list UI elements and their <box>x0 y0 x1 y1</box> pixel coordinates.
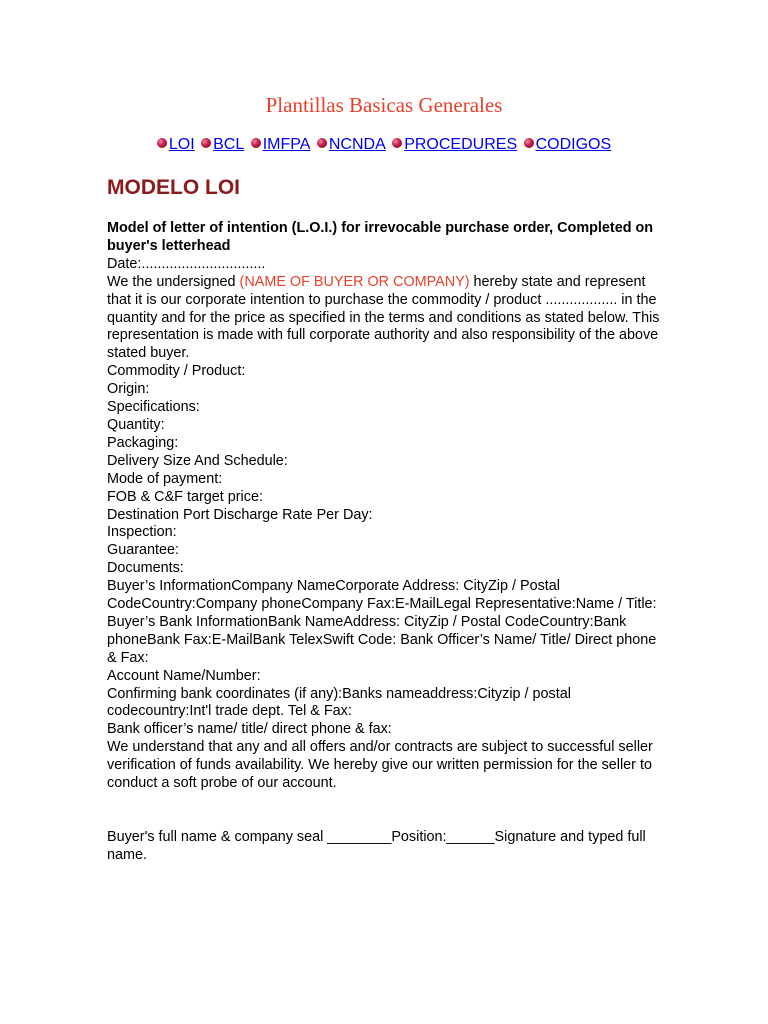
nav-item-procedures <box>392 136 517 154</box>
letter-body <box>107 220 667 865</box>
field-line: Buyer’s InformationCompany NameCorporate Address: CityZip / Postal CodeCountry:Company phoneCompany Fax:E-MailLegal Representative:Name / Title: <box>107 578 657 613</box>
spacer <box>107 793 667 829</box>
field-line: Packaging: <box>107 434 179 451</box>
field-line: Origin: <box>107 381 150 398</box>
field-line: Specifications: <box>107 399 200 416</box>
site-title: Plantillas Basicas Generales <box>265 93 503 117</box>
bullet-icon <box>201 138 211 148</box>
nav-link-bcl[interactable]: BCL <box>213 136 245 153</box>
nav-link-imfpa[interactable]: IMFPA <box>262 136 311 153</box>
nav-link-procedures[interactable]: PROCEDURES <box>404 136 518 153</box>
field-line: Guarantee: <box>107 542 180 559</box>
nav-item-loi <box>157 136 195 154</box>
nav-links <box>0 136 768 154</box>
bullet-icon <box>392 138 402 148</box>
bullet-icon <box>157 138 167 148</box>
nav-item-bcl <box>201 136 244 154</box>
field-line: Delivery Size And Schedule: <box>107 452 288 469</box>
bullet-icon <box>251 138 261 148</box>
field-line: Confirming bank coordinates (if any):Banks nameaddress:Cityzip / postal codecountry:Int'l trade dept. Tel & Fax: <box>107 685 571 720</box>
nav-item-ncnda <box>317 136 386 154</box>
nav-item-imfpa <box>251 136 311 154</box>
field-line: Commodity / Product: <box>107 363 246 380</box>
signature-line: Buyer's full name & company seal ________Position:______Signature and typed full name. <box>107 829 646 863</box>
bullet-icon <box>317 138 327 148</box>
intro-text: Model of letter of intention (L.O.I.) for irrevocable purchase order, Completed on buyer's letterhead <box>107 220 654 254</box>
field-line: We understand that any and all offers and/or contracts are subject to successful seller verification of funds availability. We hereby give our written permission for the seller to conduct a soft probe of our account. <box>107 739 653 792</box>
nav-link-codigos[interactable]: CODIGOS <box>535 136 612 153</box>
field-line: Buyer’s Bank InformationBank NameAddress: CityZip / Postal CodeCountry:Bank phoneBank Fax:E-MailBank TelexSwift Code: Bank Officer’s Name/ Title/ Direct phone & Fax: <box>107 613 657 666</box>
date-line: Date:............................... <box>107 255 266 272</box>
field-line: FOB & C&F target price: <box>107 488 263 505</box>
field-line: Bank officer’s name/ title/ direct phone & fax: <box>107 721 392 738</box>
nav-link-ncnda[interactable]: NCNDA <box>328 136 386 153</box>
nav-item-codigos <box>524 136 612 154</box>
statement-before: We the undersigned <box>107 273 240 290</box>
field-line: Quantity: <box>107 416 165 433</box>
field-line: Mode of payment: <box>107 470 223 487</box>
page-heading: MODELO LOI <box>107 176 240 199</box>
field-line: Inspection: <box>107 524 177 541</box>
statement-after: hereby state and represent that it is our corporate intention to purchase the commodity / product .................. in the quantity and for the price as specified in the terms and conditions as stated below. This representation is made with full corporate authority and also responsibility of the above stated buyer. <box>107 273 660 362</box>
field-line: Destination Port Discharge Rate Per Day: <box>107 506 373 523</box>
bullet-icon <box>524 138 534 148</box>
buyer-name-placeholder: (NAME OF BUYER OR COMPANY) <box>239 273 470 290</box>
field-line: Account Name/Number: <box>107 667 261 684</box>
statement-paragraph <box>107 274 667 364</box>
nav-link-loi[interactable]: LOI <box>168 136 195 153</box>
field-line: Documents: <box>107 560 184 577</box>
